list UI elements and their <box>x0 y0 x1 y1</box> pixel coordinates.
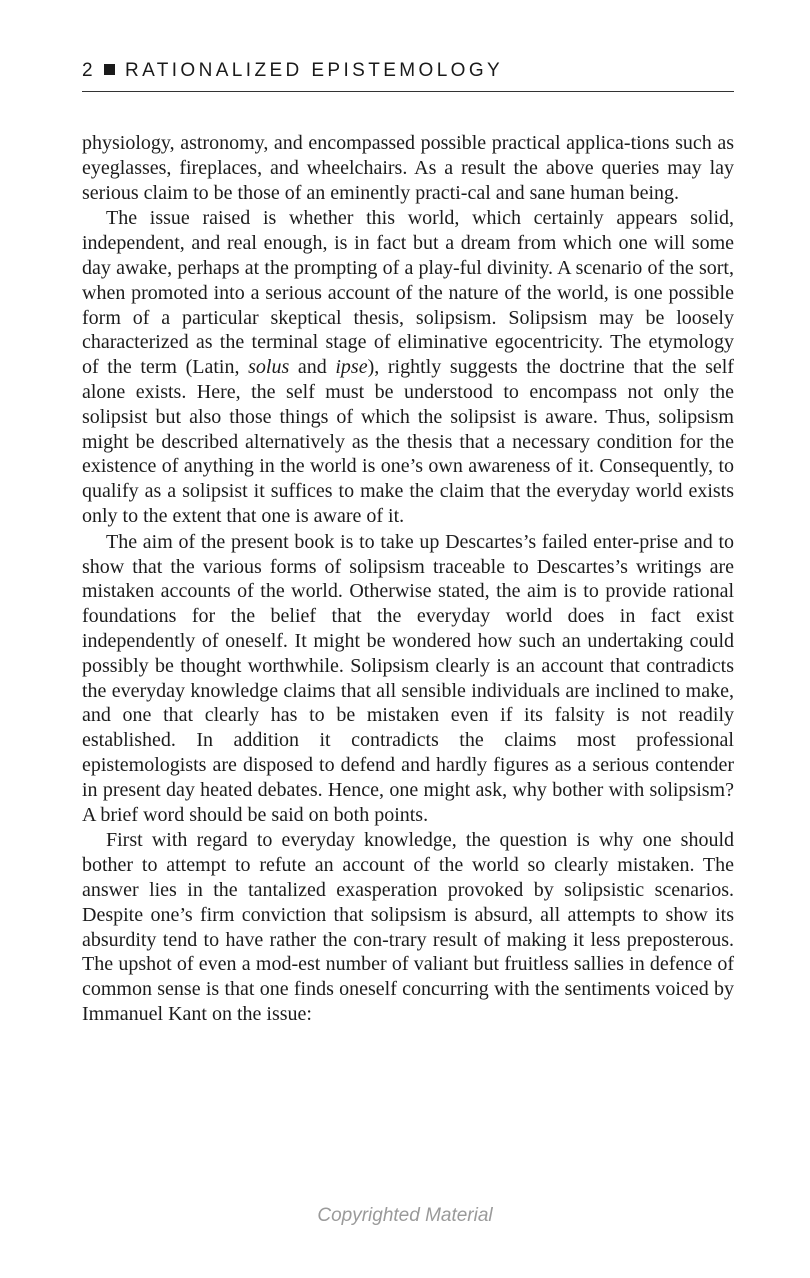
running-head <box>82 60 734 88</box>
paragraph-text: ), rightly suggests the doctrine that the self alone exists. Here, the self must be understood to encompass not only the solipsist but also those things of which the solipsist is aware. Thus, solipsism might be described alternatively as the thesis that a necessary condition for the existence of anything in the world is one’s own awareness of it. Consequently, to qualify as a solipsist it suffices to make the claim that the everyday world exists only to the extent that one is aware of it. <box>82 356 734 527</box>
italic-term: solus <box>248 356 290 379</box>
copyright-watermark: Copyrighted Material <box>317 1205 493 1226</box>
header-rule <box>82 91 734 92</box>
italic-term: ipse <box>335 356 368 379</box>
body-paragraph <box>82 828 734 1026</box>
body-paragraph <box>82 206 734 528</box>
paragraph-text: and <box>289 356 336 379</box>
paragraph-text: First with regard to everyday knowledge, the question is why one should bother to attempt to refute an account of the world so clearly mistaken. The answer lies in the tantalized exasperation provoked by solipsistic scenarios. Despite one’s firm conviction that solipsism is absurd, all attempts to show its absurdity tend to have rather the con-trary result of making it less preposterous. The upshot of even a mod-est number of valiant but fruitless sallies in defence of common sense is that one finds oneself concurring with the sentiments voiced by Immanuel Kant on the issue: <box>82 829 734 1025</box>
paragraph-text: The issue raised is whether this world, which certainly appears solid, independent, and real enough, is in fact but a dream from which one will some day awake, perhaps at the prompting of a play-ful divinity. A scenario of the sort, when promoted into a serious account of the nature of the world, is one possible form of a particular skeptical thesis, solipsism. Solipsism may be loosely characterized as the terminal stage of eliminative egocentricity. The etymology of the term (Latin, <box>82 207 734 379</box>
body-paragraph <box>82 530 734 828</box>
body-text <box>82 131 734 1027</box>
page-number: 2 <box>82 60 96 81</box>
body-paragraph <box>82 131 734 205</box>
paragraph-text: physiology, astronomy, and encompassed possible practical applica-tions such as eyeglasses, fireplaces, and wheelchairs. As a result the above queries may lay serious claim to be those of an eminently practi-cal and sane human being. <box>82 132 734 204</box>
paragraph-text: The aim of the present book is to take up Descartes’s failed enter-prise and to show that the various forms of solipsism traceable to Descartes’s writings are mistaken accounts of the world. Otherwise stated, the aim is to provide rational foundations for the belief that the everyday world does in fact exist independently of oneself. It might be wondered how such an undertaking could possibly be thought worthwhile. Solipsism clearly is an account that contradicts the everyday knowledge claims that all sensible individuals are inclined to make, and one that clearly has to be mistaken even if its falsity is not readily established. In addition it contradicts the claims most professional epistemologists are disposed to defend and hardly figures as a serious contender in present day heated debates. Hence, one might ask, why bother with solipsism? A brief word should be said on both points. <box>82 530 734 826</box>
running-head-title: RATIONALIZED EPISTEMOLOGY <box>124 60 504 81</box>
square-bullet-icon <box>104 64 115 75</box>
